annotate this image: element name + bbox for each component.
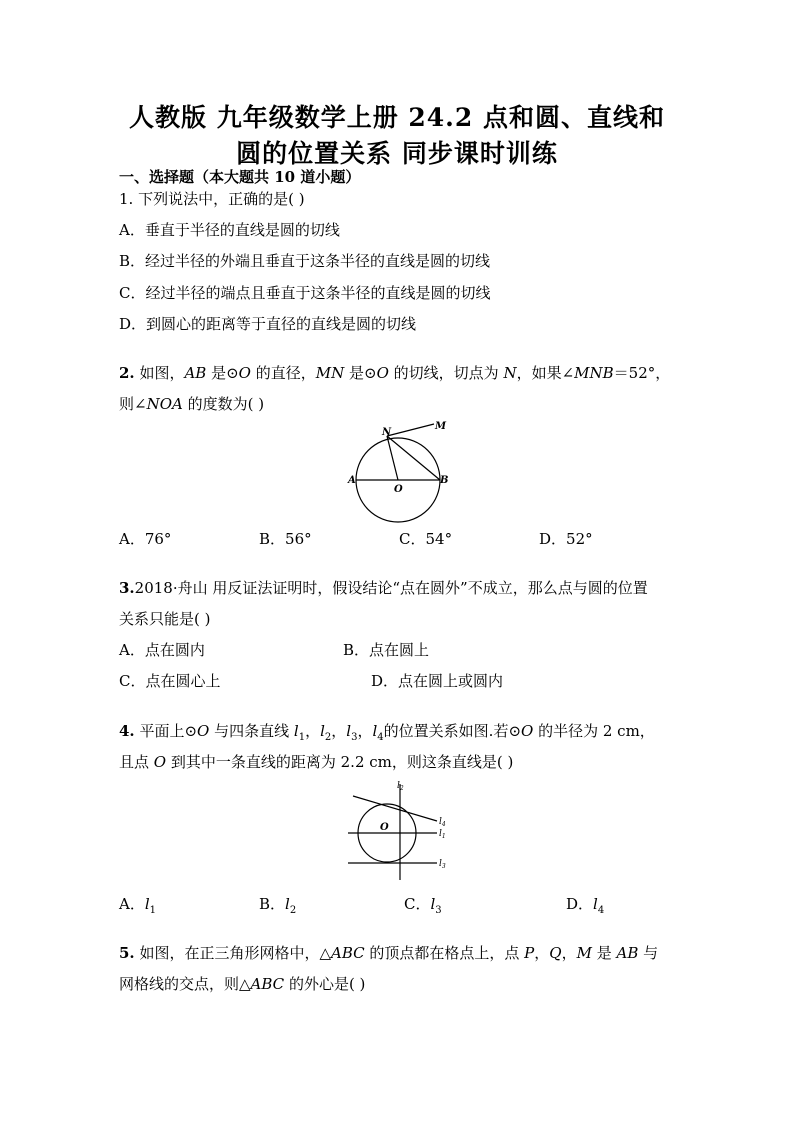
q4-figure-circle-lines: [345, 778, 455, 886]
q1-option-c: C．经过半径的端点且垂直于这条半径的直线是圆的切线: [119, 284, 491, 302]
q2-option-b: B．56°: [259, 530, 312, 548]
q1-option-d: D．到圆心的距离等于直径的直线是圆的切线: [119, 315, 417, 333]
q4-option-b: B．$l_2$: [259, 895, 297, 916]
q1-option-a: A．垂直于半径的直线是圆的切线: [119, 221, 340, 239]
q2-label-o: O: [394, 484, 403, 495]
q3-option-a: A．点在圆内: [119, 641, 205, 659]
q3-option-c: C．点在圆心上: [119, 672, 221, 690]
q5-stem-line-2: 网格线的交点，则△ABC 的外心是( ): [119, 975, 366, 993]
q3-option-b: B．点在圆上: [343, 641, 430, 659]
q2-figure-circle-tangent: [340, 418, 460, 524]
q4-option-a: A．$l_1$: [119, 895, 157, 916]
q2-label-n: N: [382, 427, 392, 438]
q4-label-l1: $l_1$: [439, 829, 446, 840]
q3-option-d: D．点在圆上或圆内: [371, 672, 504, 690]
q4-option-d: D．$l_4$: [566, 895, 605, 916]
q1-stem: 1. 下列说法中，正确的是( ): [119, 190, 305, 208]
q2-label-a: A: [348, 475, 356, 486]
q5-stem-line-1: 5. 如图，在正三角形网格中，△ABC 的顶点都在格点上，点 P，Q，M 是 AB 与: [119, 944, 659, 962]
q2-segment-no: [387, 436, 398, 480]
document-title-line-1: 人教版 九年级数学上册 24.2 点和圆、直线和: [128, 103, 665, 132]
q4-option-c: C．$l_3$: [404, 895, 442, 916]
q4-label-l2: $l_2$: [397, 781, 404, 792]
q2-stem-line-2: 则∠NOA 的度数为( ): [119, 395, 265, 413]
document-title-line-2: 圆的位置关系 同步课时训练: [236, 139, 558, 168]
section-heading: 一、选择题（本大题共 10 道小题）: [119, 168, 361, 186]
q2-tangent-mn: [387, 424, 434, 436]
q4-stem-line-2: 且点 O 到其中一条直线的距离为 2.2 cm，则这条直线是( ): [119, 753, 514, 771]
q2-label-m: M: [435, 421, 447, 432]
q3-stem-line-1: 3.2018·舟山 用反证法证明时，假设结论“点在圆外”不成立，那么点与圆的位置: [119, 579, 648, 597]
q4-label-l3: $l_3$: [439, 859, 446, 870]
q3-stem-line-2: 关系只能是( ): [119, 610, 211, 628]
q2-option-a: A．76°: [119, 530, 172, 548]
q2-segment-nb: [387, 436, 440, 480]
q4-stem-line-1: 4. 平面上⊙O 与四条直线 $l_1$，$l_2$，$l_3$，$l_4$的位置关系如图.若⊙O 的半径为 2 cm，: [119, 722, 655, 743]
q4-label-l4: $l_4$: [439, 817, 446, 828]
q2-stem-line-1: 2. 如图，AB 是⊙O 的直径，MN 是⊙O 的切线，切点为 N，如果∠MNB＝52°，: [119, 364, 671, 382]
q4-line-l4-oblique: [353, 796, 437, 821]
q2-option-d: D．52°: [539, 530, 593, 548]
q2-label-b: B: [440, 475, 449, 486]
q2-option-c: C．54°: [399, 530, 453, 548]
q1-option-b: B．经过半径的外端且垂直于这条半径的直线是圆的切线: [119, 252, 491, 270]
q4-label-o: O: [380, 822, 389, 833]
